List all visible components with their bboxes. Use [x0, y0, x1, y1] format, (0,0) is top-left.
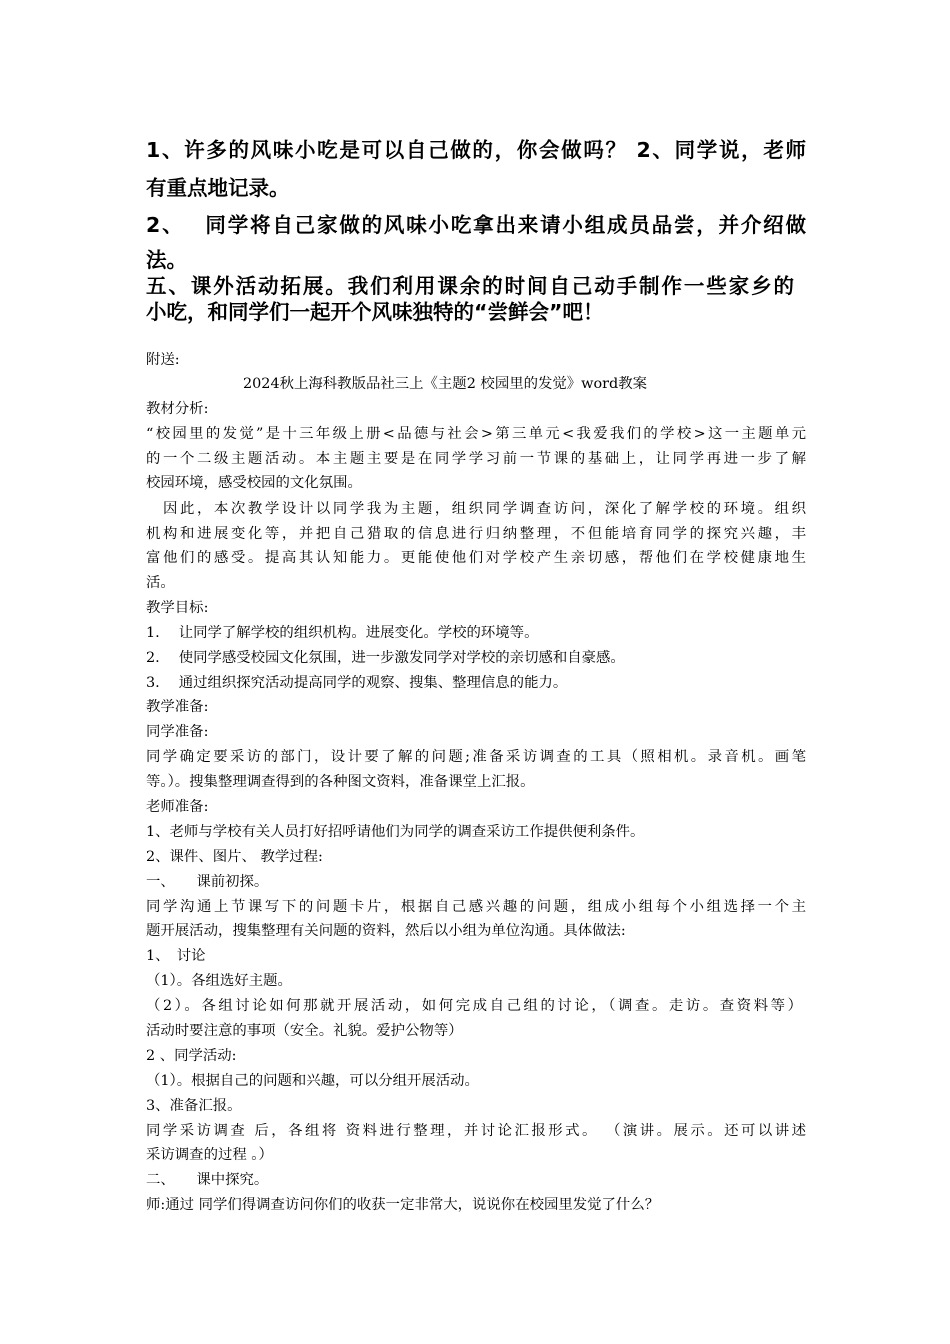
- step1-heading: 一、 课前初探。: [146, 874, 269, 890]
- heading-line-1: 1、许多的风味小吃是可以自己做的，你会做吗？ 2、同学说，老师: [146, 138, 806, 162]
- appendix-title: 2024秋上海科教版品社三上《主题2 校园里的发觉》word教案: [243, 376, 648, 392]
- goals-heading: 教学目标:: [146, 600, 209, 616]
- material-p1-line: 的一个二级主题活动。本主题主要是在同学学习前一节课的基础上，让同学再进一步了解: [146, 451, 806, 467]
- material-p2-line: 机构和进展变化等，并把自己猎取的信息进行归纳整理，不但能培育同学的探究兴趣，丰: [146, 526, 806, 542]
- heading-line-6: 小吃，和同学们一起开个风味独特的“尝鲜会”吧！: [146, 300, 604, 324]
- teacher-prep-item: 1、老师与学校有关人员打好招呼请他们为同学的调查采访工作提供便利条件。: [146, 824, 645, 840]
- material-p1-line: “校园里的发觉”是十三年级上册<品德与社会>第三单元<我爱我们的学校>这一主题单元: [146, 426, 806, 442]
- heading-line-2: 有重点地记录。: [146, 176, 290, 200]
- report-text-line: 采访调查的过程 。）: [146, 1147, 273, 1163]
- material-p1-line: 校园环境，感受校园的文化氛围。: [146, 475, 362, 491]
- heading-line-5: 五、课外活动拓展。我们利用课余的时间自己动手制作一些家乡的: [146, 274, 794, 298]
- step2-heading: 二、 课中探究。: [146, 1172, 269, 1188]
- student-prep-line: 同学确定要采访的部门，设计要了解的问题;准备采访调查的工具（照相机。录音机。画笔: [146, 749, 806, 765]
- discuss-heading: 1、 讨论: [146, 948, 206, 964]
- step2-text: 师:通过 同学们得调查访问你们的收获一定非常大，说说你在校园里发觉了什么？: [146, 1197, 660, 1213]
- student-prep-heading: 同学准备:: [146, 724, 209, 740]
- student-prep-line: 等。）。搜集整理调查得到的各种图文资料，准备课堂上汇报。: [146, 774, 535, 790]
- teacher-prep-item: 2、课件、图片、 教学过程:: [146, 849, 323, 865]
- step1-text-line: 题开展活动，搜集整理有关问题的资料，然后以小组为单位沟通。具体做法:: [146, 923, 626, 939]
- heading-line-4: 法。: [146, 248, 187, 272]
- discuss-item: 活动时要注意的事项（安全。礼貌。爱护公物等）: [146, 1023, 463, 1039]
- report-heading: 3、准备汇报。: [146, 1098, 242, 1114]
- discuss-item: （2）。各组讨论如何那就开展活动，如何完成自己组的讨论，（调查。走访。查资料等）: [146, 998, 802, 1014]
- goal-item: 1. 让同学了解学校的组织机构。进展变化。学校的环境等。: [146, 625, 539, 641]
- heading-line-3: 2、 同学将自己家做的风味小吃拿出来请小组成员品尝，并介绍做: [146, 213, 806, 237]
- discuss-item: （1）。各组选好主题。: [146, 973, 292, 989]
- activity-item: （1）。根据自己的问题和兴趣，可以分组开展活动。: [146, 1073, 479, 1089]
- material-p2-line: 富他们的感受。提高其认知能力。更能使他们对学校产生亲切感，帮他们在学校健康地生: [146, 550, 806, 566]
- goal-item: 2. 使同学感受校园文化氛围，进一步激发同学对学校的亲切感和自豪感。: [146, 650, 625, 666]
- prep-heading: 教学准备:: [146, 699, 209, 715]
- activity-heading: 2 、同学活动:: [146, 1048, 237, 1064]
- material-heading: 教材分析:: [146, 401, 209, 417]
- teacher-prep-heading: 老师准备:: [146, 799, 209, 815]
- appendix-label: 附送:: [146, 352, 180, 368]
- report-text-line: 同学采访调查 后，各组将 资料进行整理，并讨论汇报形式。 （演讲。展示。还可以讲述: [146, 1123, 806, 1139]
- step1-text-line: 同学沟通上节课写下的问题卡片，根据自己感兴趣的问题，组成小组每个小组选择一个主: [146, 899, 806, 915]
- goal-item: 3. 通过组织探究活动提高同学的观察、搜集、整理信息的能力。: [146, 675, 568, 691]
- material-p2-line: 因此，本次教学设计以同学我为主题，组织同学调查访问，深化了解学校的环境。组织: [146, 501, 806, 517]
- material-p2-line: 活。: [146, 575, 175, 591]
